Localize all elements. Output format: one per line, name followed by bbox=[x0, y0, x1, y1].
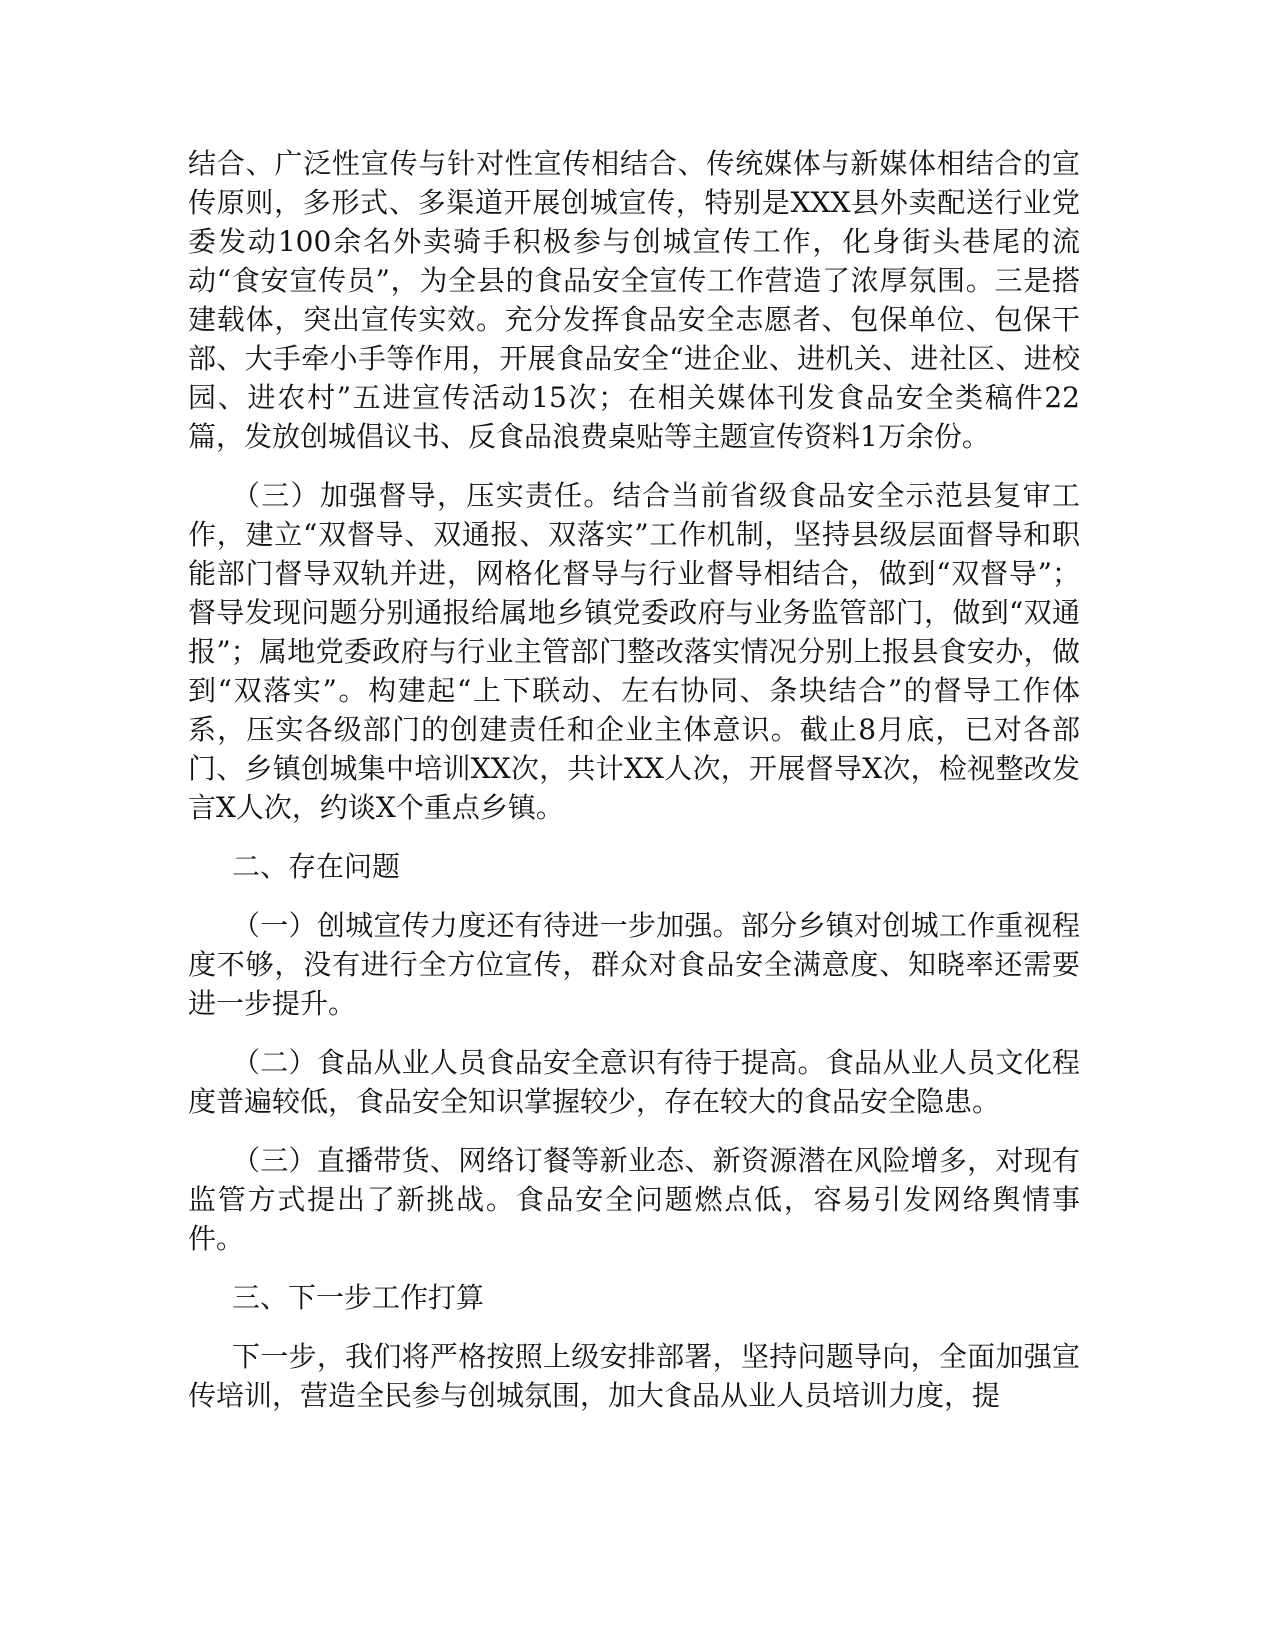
paragraph-publicity-continued: 结合、广泛性宣传与针对性宣传相结合、传统媒体与新媒体相结合的宣传原则，多形式、多渠道开展创城宣传，特别是XXX县外卖配送行业党委发动100余名外卖骑手积极参与创城宣传工作，化身街头巷尾的流动“食安宣传员”，为全县的食品安全宣传工作营造了浓厚氛围。三是搭建载体，突出宣传实效。充分发挥食品安全志愿者、包保单位、包保干部、大手牵小手等作用，开展食品安全“进企业、进机关、进社区、进校园、进农村”五进宣传活动15次；在相关媒体刊发食品安全类稿件22篇，发放创城倡议书、反食品浪费桌贴等主题宣传资料1万余份。 bbox=[188, 147, 1080, 453]
paragraph-next-steps: 下一步，我们将严格按照上级安排部署，坚持问题导向，全面加强宣传培训，营造全民参与创城氛围，加大食品从业人员培训力度，提 bbox=[188, 1340, 1080, 1412]
section-heading-next-steps: 三、下一步工作打算 bbox=[232, 1281, 485, 1314]
document-body bbox=[188, 144, 1080, 1435]
paragraph-problem-1: （一）创城宣传力度还有待进一步加强。部分乡镇对创城工作重视程度不够，没有进行全方位宣传，群众对食品安全满意度、知晓率还需要进一步提升。 bbox=[188, 909, 1080, 1020]
paragraph-problem-3: （三）直播带货、网络订餐等新业态、新资源潜在风险增多，对现有监管方式提出了新挑战。食品安全问题燃点低，容易引发网络舆情事件。 bbox=[188, 1144, 1080, 1255]
paragraph-problem-2: （二）食品从业人员食品安全意识有待于提高。食品从业人员文化程度普遍较低，食品安全知识掌握较少，存在较大的食品安全隐患。 bbox=[188, 1046, 1080, 1118]
paragraph-supervision: （三）加强督导，压实责任。结合当前省级食品安全示范县复审工作，建立“双督导、双通报、双落实”工作机制，坚持县级层面督导和职能部门督导双轨并进，网格化督导与行业督导相结合，做到“双督导”；督导发现问题分别通报给属地乡镇党委政府与业务监管部门，做到“双通报”；属地党委政府与行业主管部门整改落实情况分别上报县食安办，做到“双落实”。构建起“上下联动、左右协同、条块结合”的督导工作体系，压实各级部门的创建责任和企业主体意识。截止8月底，已对各部门、乡镇创城集中培训XX次，共计XX人次，开展督导X次，检视整改发言X人次，约谈X个重点乡镇。 bbox=[188, 479, 1080, 824]
section-heading-problems: 二、存在问题 bbox=[232, 850, 401, 883]
